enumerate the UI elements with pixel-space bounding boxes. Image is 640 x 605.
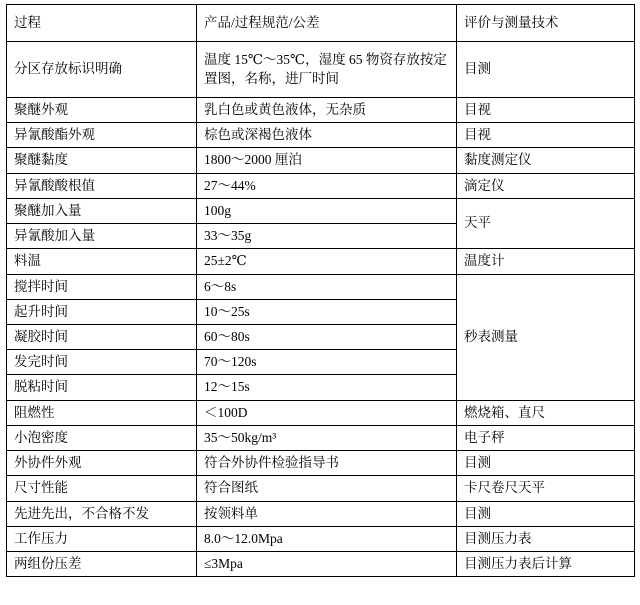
cell-method: 目测: [457, 42, 635, 98]
cell-process: 聚醚加入量: [7, 198, 197, 223]
cell-spec: 按领料单: [197, 501, 457, 526]
cell-spec: 10～25s: [197, 299, 457, 324]
cell-process: 两组份压差: [7, 551, 197, 576]
cell-method: 目视: [457, 123, 635, 148]
cell-process: 先进先出，不合格不发: [7, 501, 197, 526]
cell-process: 起升时间: [7, 299, 197, 324]
table-row: [7, 148, 635, 173]
cell-spec: 8.0～12.0Mpa: [197, 526, 457, 551]
cell-spec: 27～44%: [197, 173, 457, 198]
cell-process: 凝胶时间: [7, 324, 197, 349]
cell-method: 电子秤: [457, 425, 635, 450]
cell-method: 秒表测量: [457, 274, 635, 400]
cell-spec: 35～50kg/m³: [197, 425, 457, 450]
cell-spec: 60～80s: [197, 324, 457, 349]
table-header-row: [7, 5, 635, 42]
cell-method: 目视: [457, 98, 635, 123]
header-cell-spec: 产品/过程规范/公差: [197, 5, 457, 42]
cell-method: 目测压力表: [457, 526, 635, 551]
cell-process: 搅拌时间: [7, 274, 197, 299]
table-row: [7, 551, 635, 576]
cell-spec: ≤3Mpa: [197, 551, 457, 576]
table-row: [7, 198, 635, 223]
cell-spec: 符合外协件检验指导书: [197, 451, 457, 476]
cell-process: 外协件外观: [7, 451, 197, 476]
cell-spec: 符合图纸: [197, 476, 457, 501]
table-row: [7, 425, 635, 450]
cell-method: 天平: [457, 198, 635, 248]
table-body: [7, 5, 635, 577]
cell-spec: 100g: [197, 198, 457, 223]
table-row: [7, 400, 635, 425]
cell-spec: 1800～2000 厘泊: [197, 148, 457, 173]
table-row: [7, 173, 635, 198]
table-row: [7, 476, 635, 501]
header-cell-process: 过程: [7, 5, 197, 42]
cell-process: 脱粘时间: [7, 375, 197, 400]
table-row: [7, 274, 635, 299]
cell-process: 小泡密度: [7, 425, 197, 450]
cell-method: 燃烧箱、直尺: [457, 400, 635, 425]
cell-method: 温度计: [457, 249, 635, 274]
cell-method: 黏度测定仪: [457, 148, 635, 173]
cell-process: 分区存放标识明确: [7, 42, 197, 98]
cell-process: 聚醚外观: [7, 98, 197, 123]
cell-process: 料温: [7, 249, 197, 274]
cell-process: 异氰酸酯外观: [7, 123, 197, 148]
cell-process: 尺寸性能: [7, 476, 197, 501]
cell-method: 目测: [457, 451, 635, 476]
cell-process: 聚醚黏度: [7, 148, 197, 173]
cell-spec: 棕色或深褐色液体: [197, 123, 457, 148]
cell-spec: 温度 15℃～35℃，湿度 65 物资存放按定置图，名称，进厂时间: [197, 42, 457, 98]
cell-method: 目测: [457, 501, 635, 526]
table-row: [7, 249, 635, 274]
table-row: [7, 123, 635, 148]
cell-process: 异氰酸加入量: [7, 224, 197, 249]
cell-process: 阻燃性: [7, 400, 197, 425]
cell-spec: 33～35g: [197, 224, 457, 249]
cell-spec: 12～15s: [197, 375, 457, 400]
cell-spec: 25±2℃: [197, 249, 457, 274]
cell-spec: 乳白色或黄色液体，无杂质: [197, 98, 457, 123]
table-row: [7, 501, 635, 526]
cell-method: 滴定仪: [457, 173, 635, 198]
table-row: [7, 42, 635, 98]
cell-process: 异氰酸酸根值: [7, 173, 197, 198]
cell-method: 卡尺卷尺天平: [457, 476, 635, 501]
table-row: [7, 98, 635, 123]
cell-process: 发完时间: [7, 350, 197, 375]
cell-method: 目测压力表后计算: [457, 551, 635, 576]
cell-process: 工作压力: [7, 526, 197, 551]
cell-spec: 70～120s: [197, 350, 457, 375]
table-row: [7, 526, 635, 551]
table-row: [7, 451, 635, 476]
header-cell-method: 评价与测量技术: [457, 5, 635, 42]
process-spec-table: [6, 4, 635, 577]
cell-spec: 6～8s: [197, 274, 457, 299]
cell-spec: ＜100D: [197, 400, 457, 425]
